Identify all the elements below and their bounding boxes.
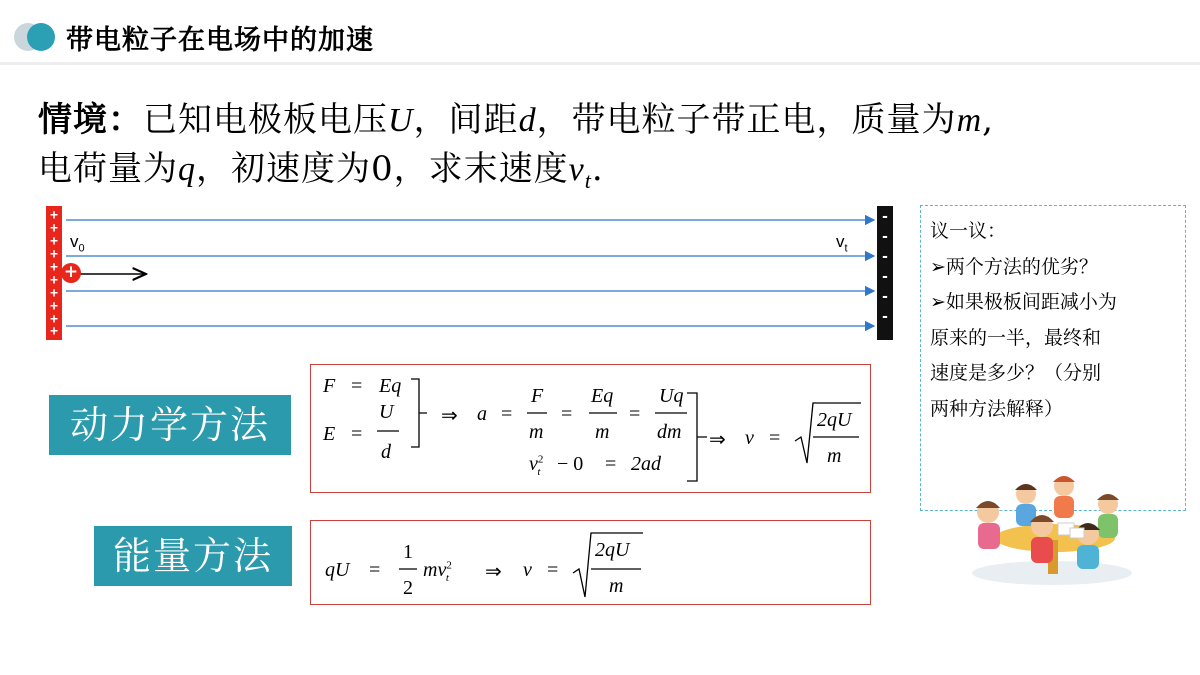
energy-formula-box <box>310 520 871 605</box>
scenario-text: ，间距 <box>413 100 519 140</box>
formula-symbol: 2qU <box>595 539 630 561</box>
scenario-text: , <box>982 100 994 140</box>
plus-sign: + <box>50 208 58 223</box>
formula-symbol: 2qU <box>817 409 852 431</box>
formula-symbol: E <box>323 423 336 445</box>
discussion-item-cont: 原来的一半，最终和 <box>930 326 1102 349</box>
plus-sign: + <box>50 260 58 275</box>
formula-symbol: v <box>523 559 532 581</box>
final-velocity-label: $v_t$ <box>836 232 848 255</box>
dynamics-method-label: 动力学方法 <box>49 395 291 455</box>
plus-sign: + <box>50 299 58 314</box>
page-title: 带电粒子在电场中的加速 <box>66 25 374 56</box>
formula-operator: = <box>561 403 573 425</box>
scenario-text: ，带电粒子带正电，质量为 <box>536 100 957 140</box>
scenario-var-sub: t <box>584 167 592 193</box>
formula-symbol: m <box>595 421 610 443</box>
minus-sign: - <box>880 229 890 245</box>
plus-sign: + <box>50 234 58 249</box>
formula-operator: = <box>629 403 641 425</box>
implies-arrow: ⇒ <box>485 561 502 583</box>
formula-operator: = <box>369 559 381 581</box>
formula-symbol: Uq <box>659 385 684 407</box>
formula-vt-squared: $v^2_t$ <box>529 453 544 478</box>
formula-symbol: 1 <box>403 541 413 563</box>
implies-arrow: ⇒ <box>441 405 458 427</box>
formula-operator: = <box>351 375 363 397</box>
formula-symbol: F <box>531 385 544 407</box>
formula-operator: − 0 <box>557 453 584 475</box>
scenario-var-U: U <box>388 102 414 139</box>
dynamics-formula-box <box>310 364 871 493</box>
initial-velocity-label: $v_0$ <box>70 232 85 255</box>
formula-symbol: Eq <box>379 375 402 397</box>
positive-charge-particle: + <box>61 263 81 283</box>
formula-operator: = <box>769 427 781 449</box>
formula-symbol: Eq <box>591 385 614 407</box>
plus-sign: + <box>50 324 58 339</box>
field-lines-diagram <box>0 0 900 360</box>
scenario-var-q: q <box>178 151 196 188</box>
plus-sign: + <box>50 247 58 262</box>
discussion-item-cont: 两种方法解释） <box>930 397 1064 420</box>
scenario-text: 已知电极板电压 <box>143 100 388 140</box>
discussion-item: ➢如果极板间距减小为 <box>930 291 1117 313</box>
positive-plate <box>46 206 62 340</box>
energy-method-label: 能量方法 <box>94 526 292 586</box>
implies-arrow: ⇒ <box>709 429 726 451</box>
negative-plate <box>877 206 893 340</box>
formula-symbol: v <box>745 427 754 449</box>
minus-sign: - <box>880 249 890 265</box>
scenario-var-m: m <box>956 102 983 139</box>
scenario-text: ，初速度为0，求末速度 <box>196 149 569 189</box>
formula-operator: = <box>547 559 559 581</box>
formula-symbol: a <box>477 403 487 425</box>
minus-sign: - <box>880 309 890 325</box>
discussion-item: ➢两个方法的优劣？ <box>930 255 1098 278</box>
minus-sign: - <box>880 269 890 285</box>
scenario-var-d: d <box>518 102 537 139</box>
formula-operator: = <box>501 403 513 425</box>
discussion-text <box>930 214 1182 427</box>
formula-operator: = <box>351 423 363 445</box>
formula-symbol: m <box>609 575 624 597</box>
scenario-var-v: v <box>568 151 585 188</box>
formula-symbol: m <box>827 445 842 467</box>
formula-mv-squared: $mv^2_t$ <box>423 559 452 584</box>
dynamics-formula-strokes <box>311 365 872 494</box>
formula-symbol: dm <box>657 421 682 443</box>
formula-operator: = <box>605 453 617 475</box>
plus-sign: + <box>50 221 58 236</box>
formula-symbol: qU <box>325 559 350 581</box>
formula-symbol: U <box>379 401 394 423</box>
formula-symbol: F <box>323 375 336 397</box>
plus-sign: + <box>50 286 58 301</box>
formula-symbol: 2ad <box>631 453 661 475</box>
formula-symbol: m <box>529 421 544 443</box>
minus-sign: - <box>880 209 890 225</box>
formula-symbol: 2 <box>403 577 413 599</box>
plus-sign: + <box>50 273 58 288</box>
children-discussing-illustration <box>960 468 1150 593</box>
formula-symbol: d <box>381 441 391 463</box>
scenario-text: . <box>591 149 604 189</box>
plus-sign: + <box>50 312 58 327</box>
energy-formula-strokes <box>311 521 872 606</box>
discussion-item-cont: 速度是多少？（分别 <box>930 362 1102 384</box>
scenario-lead: 情境： <box>38 100 143 140</box>
scenario-text: 电荷量为 <box>38 149 178 189</box>
discussion-heading: 议一议： <box>930 220 1007 242</box>
minus-sign: - <box>880 289 890 305</box>
